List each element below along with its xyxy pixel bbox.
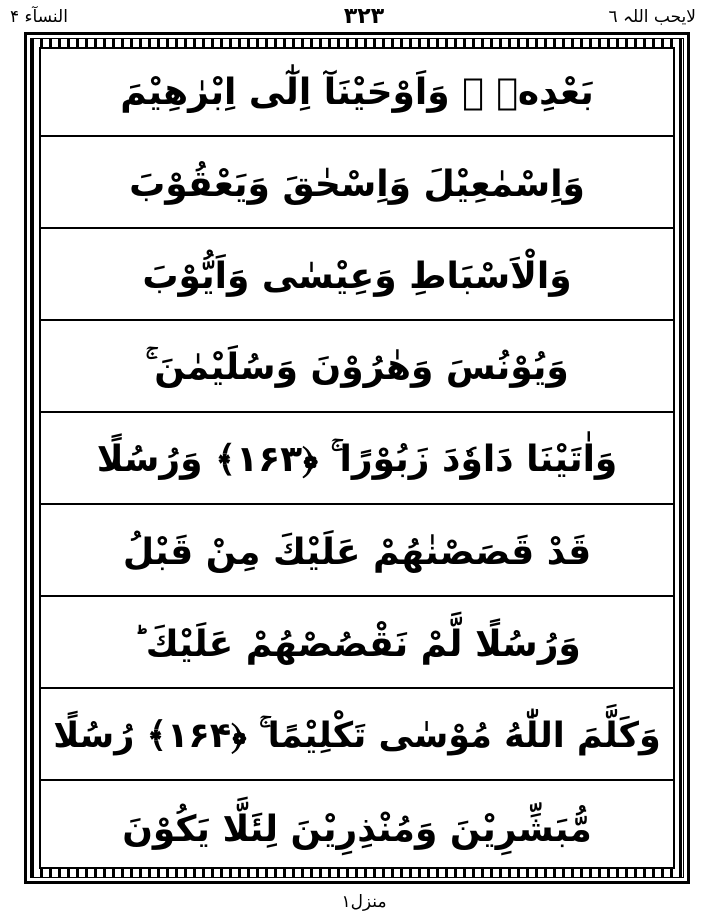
verse-line-4 <box>41 325 673 413</box>
verse-line-2 <box>41 141 673 229</box>
manzil-footer: منزل۱ <box>341 892 387 912</box>
verse-line-text: وَاِسْمٰعِيْلَ وَاِسْحٰقَ وَيَعْقُوْبَ <box>129 163 585 205</box>
verse-line-text: بَعْدِهٖ ۚ وَاَوْحَيْنَآ اِلٰٓى اِبْرٰهِيْمَ <box>120 71 594 113</box>
verse-line-text: وَيُوْنُسَ وَهٰرُوْنَ وَسُلَيْمٰنَ ۚ <box>145 347 569 388</box>
verse-line-7 <box>41 601 673 689</box>
verse-line-text: وَاٰتَيْنَا دَاوٗدَ زَبُوْرًا ۚ ﴿۱۶۳﴾ وَرُسُلًا <box>96 439 618 480</box>
verse-line-9 <box>41 785 673 873</box>
verse-line-5 <box>41 417 673 505</box>
verse-line-text: وَالْاَسْبَاطِ وَعِيْسٰى وَاَيُّوْبَ <box>142 255 572 297</box>
text-area <box>39 47 675 869</box>
verse-line-text: مُّبَشِّرِيْنَ وَمُنْذِرِيْنَ لِئَلَّا يَكُوْنَ <box>122 808 592 850</box>
page-number: ۳۲۳ <box>343 4 385 29</box>
verse-line-3 <box>41 233 673 321</box>
surah-name-header: النسآء ۴ <box>10 7 68 27</box>
juz-name-header: لایحب اللہ ٦ <box>608 7 696 27</box>
verse-lines <box>41 49 673 867</box>
verse-line-text: وَرُسُلًا لَّمْ نَقْصُصْهُمْ عَلَيْكَ ؕ <box>133 623 581 665</box>
page-frame <box>24 32 690 884</box>
verse-line-6 <box>41 509 673 597</box>
verse-line-1 <box>41 49 673 137</box>
verse-line-8 <box>41 693 673 781</box>
verse-line-text: قَدْ قَصَصْنٰهُمْ عَلَيْكَ مِنْ قَبْلُ <box>122 531 592 573</box>
verse-line-text: وَكَلَّمَ اللّٰهُ مُوْسٰى تَكْلِيْمًا ۚ ﴿۱۶۴﴾ رُسُلًا <box>53 716 661 756</box>
